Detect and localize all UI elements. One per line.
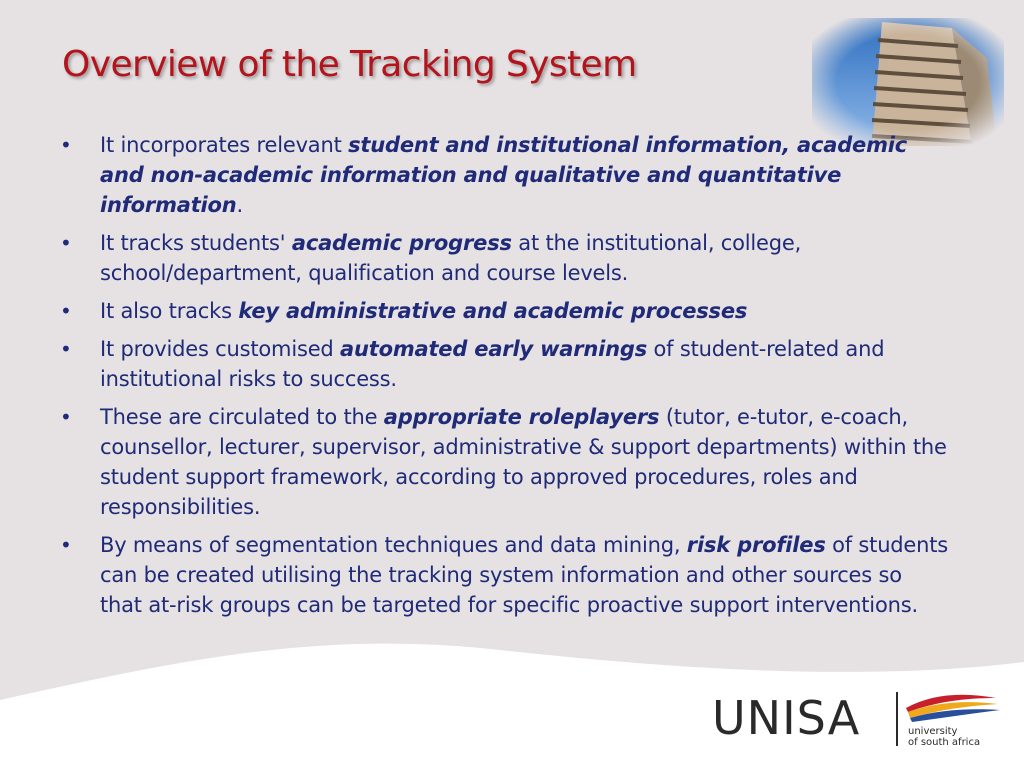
- bullet-text: (tutor, e-tutor, e-coach, counsellor, lecturer, supervisor, administrative & support departments) within the student support framework, according to approved procedures, roles and responsibilities.: [100, 405, 947, 519]
- logo-wordmark: UNISA: [712, 691, 861, 745]
- unisa-logo: [712, 690, 1002, 750]
- building-photo-icon: [812, 18, 1004, 146]
- slide-title: Overview of the Tracking System: [62, 44, 637, 85]
- bullet-emphasis: appropriate roleplayers: [383, 405, 660, 429]
- bullet-item: [60, 228, 950, 288]
- bullet-text: It provides customised: [100, 337, 341, 361]
- bullet-text: at the institutional, college, school/department, qualification and course levels.: [100, 231, 802, 285]
- bullet-item: [60, 334, 950, 394]
- bullet-text: of students can be created utilising the tracking system information and other sources so that at-risk groups can be targeted for specific proactive support interventions.: [100, 533, 949, 617]
- bullet-emphasis: academic progress: [291, 231, 512, 255]
- bullet-item: [60, 402, 950, 522]
- logo-subtitle-line2: of south africa: [908, 737, 981, 748]
- bullet-text: of student-related and institutional risks to success.: [100, 337, 885, 391]
- bullet-list: [60, 130, 950, 628]
- bullet-emphasis: student and institutional information, academic and non-academic information and qualitative and quantitative information: [100, 133, 908, 217]
- logo-subtitle-line1: university: [908, 726, 958, 737]
- bullet-emphasis: risk profiles: [686, 533, 826, 557]
- bullet-item: [60, 130, 950, 220]
- bullet-text: It also tracks: [100, 299, 239, 323]
- bullet-text: These are circulated to the: [100, 405, 384, 429]
- bullet-emphasis: automated early warnings: [340, 337, 648, 361]
- logo-swoosh-icon: [902, 692, 1002, 724]
- bullet-item: [60, 296, 950, 326]
- bullet-item: [60, 530, 950, 620]
- logo-divider: [896, 692, 898, 746]
- logo-subtitle: [908, 726, 998, 748]
- bullet-text: By means of segmentation techniques and data mining,: [100, 533, 687, 557]
- bullet-emphasis: key administrative and academic processes: [238, 299, 748, 323]
- bullet-text: It tracks students': [100, 231, 292, 255]
- bullet-text: .: [236, 193, 244, 217]
- bullet-text: It incorporates relevant: [100, 133, 349, 157]
